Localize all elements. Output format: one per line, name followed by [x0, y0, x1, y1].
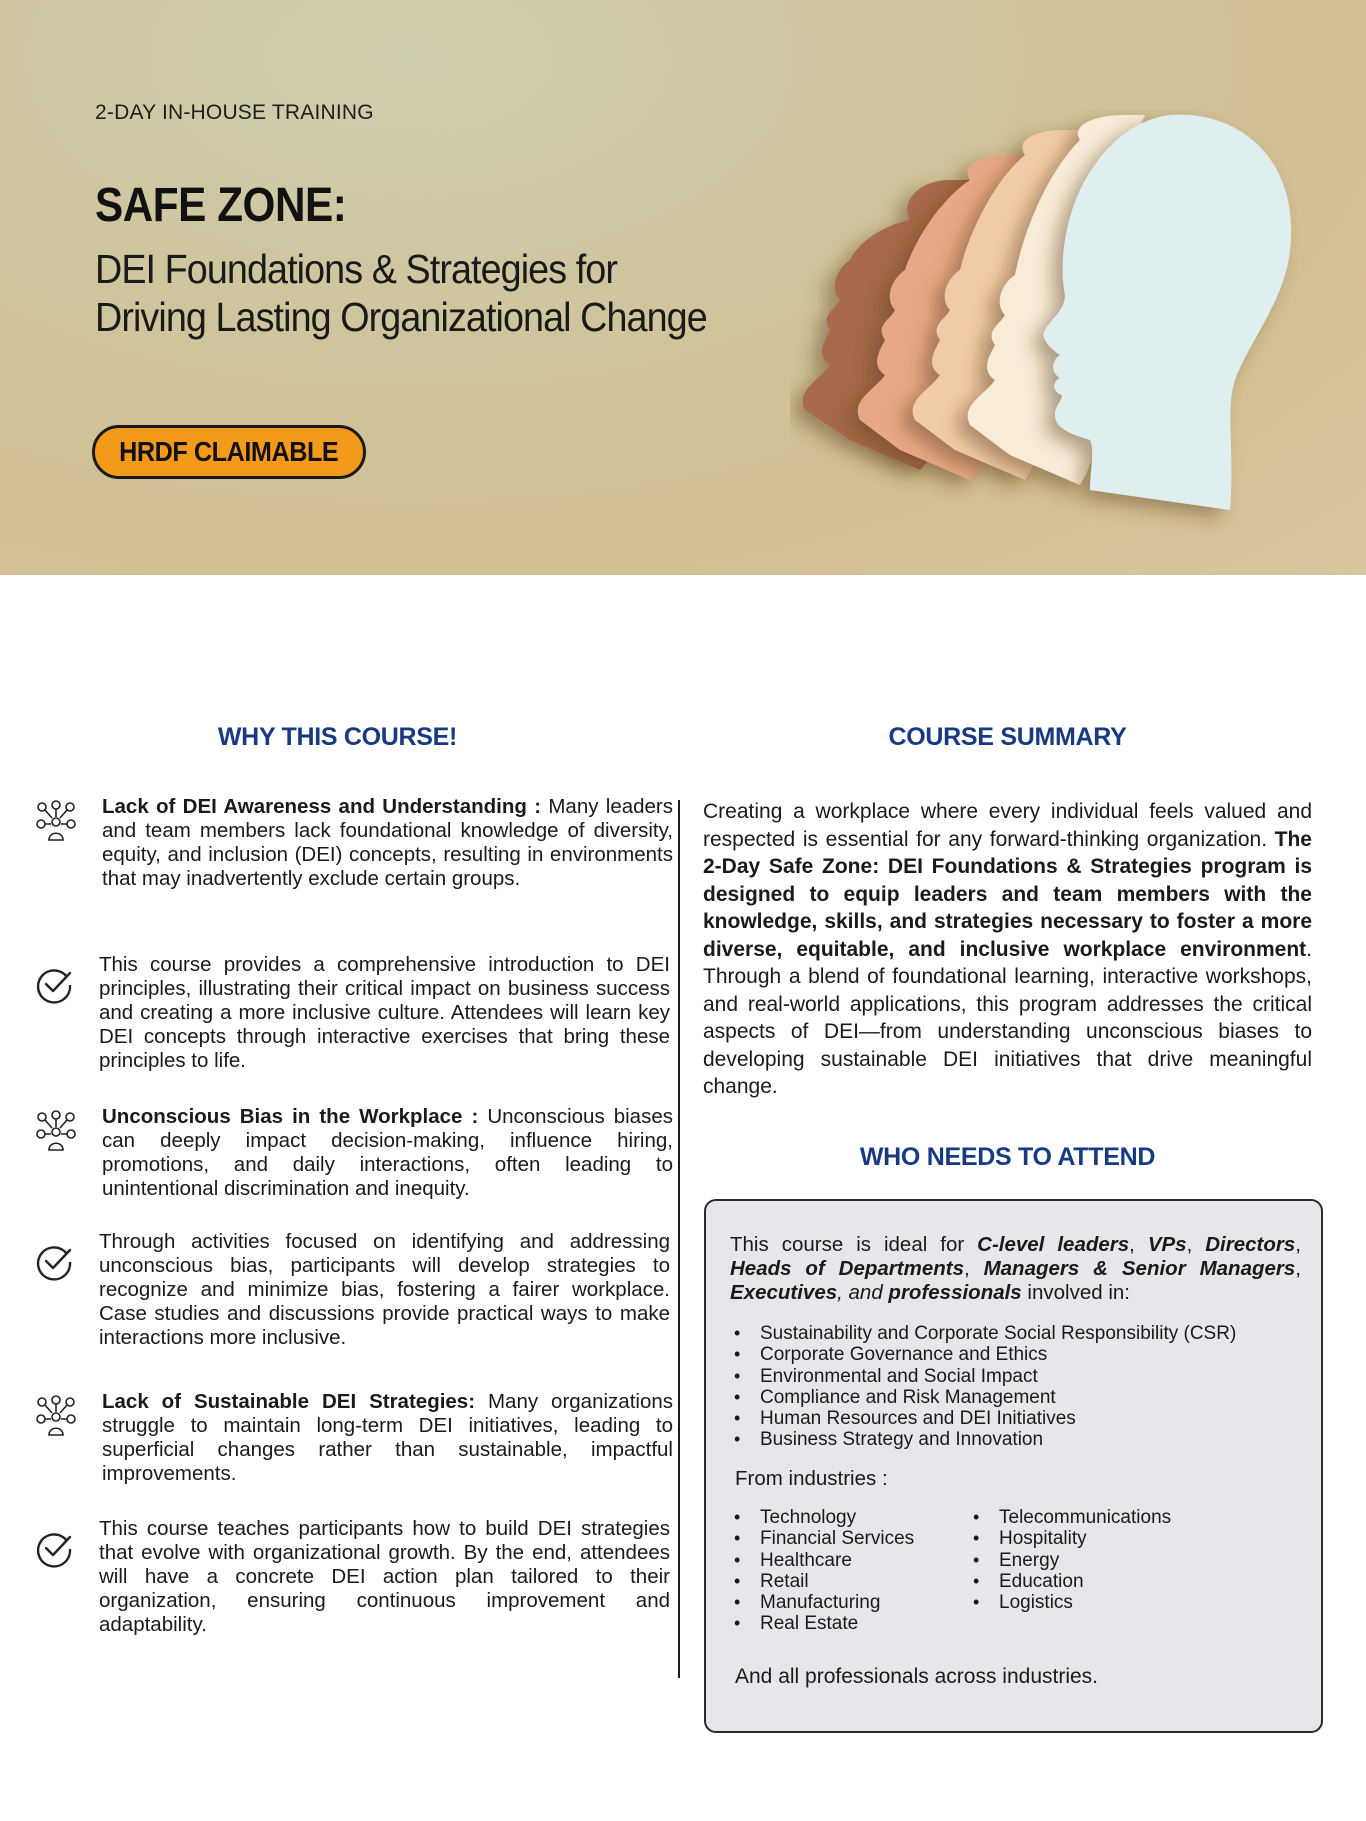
attend-intro: This course is ideal for C-level leaders, VPs, Directors, Heads of Departments, Managers & Senior Managers, Executives, and professionals involved in:	[730, 1233, 1301, 1304]
people-network-icon	[32, 798, 80, 846]
subtitle-line-1: DEI Foundations & Strategies for	[95, 246, 617, 292]
page-subtitle	[95, 245, 757, 341]
list-item: • Logistics	[945, 1592, 1245, 1613]
people-network-icon	[32, 1108, 80, 1156]
list-item: • Telecommunications	[945, 1507, 1245, 1528]
course-summary-text: Creating a workplace where every individual feels valued and respected is essential for any forward-thinking organization. The 2-Day Safe Zone: DEI Foundations & Strategies program is designed to equip leaders and team members with the knowledge, skills, and strategies necessary to foster a more diverse, equitable, and inclusive workplace environment. Through a blend of foundational learning, interactive workshops, and real-world applications, this program addresses the critical aspects of DEI—from understanding unconscious biases to developing sustainable DEI initiatives that drive meaningful change.	[703, 800, 1312, 1098]
industries-list-1	[706, 1507, 946, 1635]
people-network-icon	[32, 1393, 80, 1441]
list-item: • Real Estate	[706, 1613, 946, 1634]
list-item: • Human Resources and DEI Initiatives	[706, 1408, 1306, 1429]
why-course-heading: WHY THIS COURSE!	[217, 723, 458, 751]
list-item: • Retail	[706, 1571, 946, 1592]
hrdf-badge-label: HRDF CLAIMABLE	[119, 436, 339, 467]
industries-list-2	[945, 1507, 1245, 1613]
list-item: • Hospitality	[945, 1528, 1245, 1549]
who-attend-heading: WHO NEEDS TO ATTEND	[859, 1143, 1156, 1171]
list-item: • Healthcare	[706, 1550, 946, 1571]
list-item: • Business Strategy and Innovation	[706, 1429, 1306, 1450]
layered-heads-illustration	[790, 110, 1310, 550]
item-text: Lack of DEI Awareness and Understanding : Many leaders and team members lack foundational knowledge of diversity, equity, and inclusion (DEI) concepts, resulting in environments that may inadvertently exclude certain groups.	[102, 795, 674, 890]
from-industries-label: From industries :	[735, 1467, 888, 1490]
who-attend-box	[704, 1199, 1323, 1733]
item-text: Through activities focused on identifying and addressing unconscious bias, participants will develop strategies to recognize and minimize bias, fostering a fairer workplace. Case studies and discussions provide practical ways to make interactions more inclusive.	[99, 1230, 670, 1349]
column-divider	[678, 800, 680, 1678]
list-item: • Sustainability and Corporate Social Responsibility (CSR)	[706, 1323, 1306, 1344]
hero-banner	[0, 0, 1366, 575]
item-text: This course teaches participants how to build DEI strategies that evolve with organizational growth. By the end, attendees will have a concrete DEI action plan tailored to their organization, ensuring continuous improvement and adaptability.	[99, 1517, 670, 1636]
list-item: • Energy	[945, 1550, 1245, 1571]
list-item: • Environmental and Social Impact	[706, 1366, 1306, 1387]
training-kicker: 2-DAY IN-HOUSE TRAINING	[95, 101, 374, 124]
check-circle-icon	[34, 1529, 74, 1569]
attend-areas-list	[706, 1323, 1306, 1451]
course-summary-heading: COURSE SUMMARY	[888, 723, 1127, 751]
list-item: • Technology	[706, 1507, 946, 1528]
list-item: • Financial Services	[706, 1528, 946, 1549]
list-item: • Compliance and Risk Management	[706, 1387, 1306, 1408]
item-text: Unconscious Bias in the Workplace : Unconscious biases can deeply impact decision-making, influence hiring, promotions, and daily interactions, often leading to unintentional discrimination and inequity.	[102, 1105, 673, 1200]
check-circle-icon	[34, 965, 74, 1005]
item-text: Lack of Sustainable DEI Strategies: Many organizations struggle to maintain long-term DEI initiatives, leading to superficial changes rather than sustainable, impactful improvements.	[102, 1390, 673, 1485]
list-item: • Manufacturing	[706, 1592, 946, 1613]
closing-text: And all professionals across industries.	[735, 1665, 1099, 1688]
page-title: SAFE ZONE:	[95, 179, 347, 232]
hrdf-claimable-badge	[92, 425, 366, 479]
subtitle-line-2: Driving Lasting Organizational Change	[95, 294, 707, 340]
item-text: This course provides a comprehensive introduction to DEI principles, illustrating their critical impact on business success and creating a more inclusive culture. Attendees will learn key DEI concepts through interactive exercises that bring these principles to life.	[99, 953, 670, 1072]
check-circle-icon	[34, 1242, 74, 1282]
list-item: • Corporate Governance and Ethics	[706, 1344, 1306, 1365]
list-item: • Education	[945, 1571, 1245, 1592]
